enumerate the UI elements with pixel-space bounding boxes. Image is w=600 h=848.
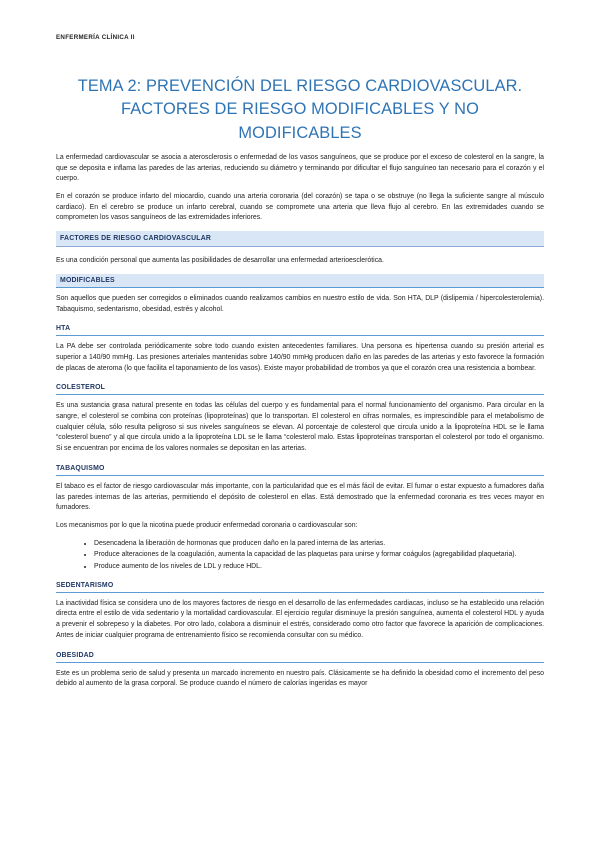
section-heading-factores: FACTORES DE RIESGO CARDIOVASCULAR [56,231,544,247]
list-item: • Produce alteraciones de la coagulación, aumenta la capacidad de las plaquetas para unirse y formar coágulos (agregabilidad plaquetaria). [94,550,544,561]
list-item: • Produce aumento de los niveles de LDL y reduce HDL. [94,562,544,573]
list-item: • Desencadena la liberación de hormonas que producen daño en la pared interna de las arterias. [94,539,544,550]
subsection-heading-hta: HTA [56,322,544,336]
colesterol-paragraph: Es una sustancia grasa natural presente en todas las células del cuerpo y es fundamental para el normal funcionamiento del organismo. Para circular en la sangre, el colesterol se combina con proteínas (lipoproteínas) que lo transportan. El colesterol en cifras normales, es imprescindible para el metabolismo de cualquier célula, sólo resulta peligroso si sus niveles sanguíneos se elevan. Al porcentaje de colesterol que circula unido a la lipoproteína HDL se le llama “colesterol bueno” y al que circula unido a la lipoproteína LDL se le llama “colesterol malo. Estas lipoproteínas transportan el colesterol por todo el organismo. Si se encuentran por encima de los valores normales se depositan en las arterias. [56,402,544,453]
modificables-paragraph: Son aquellos que pueden ser corregidos o eliminados cuando realizamos cambios en nuestro estilo de vida. Son HTA, DLP (dislipemia / hipercolesterolemia). Tabaquismo, sedentarismo, obesidad, estrés y alcohol. [56,294,544,313]
subsection-heading-colesterol: COLESTEROL [56,381,544,395]
subsection-heading-tabaquismo: TABAQUISMO [56,462,544,476]
running-header: ENFERMERÍA CLÍNICA II [56,34,135,41]
tabaquismo-bullet-list [56,539,544,573]
intro-paragraph: En el corazón se produce infarto del miocardio, cuando una arteria coronaria (del corazón) se tapa o se obstruye (no llega la suficiente sangre al músculo cardiaco). En el cerebro se produce un infarto cerebral, cuando se compromete una arteria que lleva flujo al cerebro. En las extremidades cuando se comprometen los vasos sanguíneos de las extremidades inferiores. [56,193,544,222]
factores-paragraph: Es una condición personal que aumenta las posibilidades de desarrollar una enfermedad arterioesclerótica. [56,257,384,265]
tabaquismo-paragraph: El tabaco es el factor de riesgo cardiovascular más importante, con la particularidad que es el más fácil de evitar. El fumar o estar expuesto a fumadores daña las paredes internas de las arterias, permitiendo el depósito de colesterol en ellas. Está demostrado que la enfermedad coronaria es tres veces mayor en fumadores. [56,482,544,512]
sedentarismo-paragraph: La inactividad física se considera uno de los mayores factores de riesgo en el desarrollo de las enfermedades cardiacas, incluso se ha establecido una relación directa entre el estilo de vida sedentario y la mortalidad cardiovascular. El ejercicio regular disminuye la presión sanguínea, aumenta el colesterol HDL y ayuda a prevenir el sobrepeso y la diabetes. Por otro lado, colabora a disminuir el estrés, considerado como otro factor que favorece la aparición de complicaciones. Antes de iniciar cualquier programa de entrenamiento físico se recomienda consultar con su médico. [56,599,544,639]
obesidad-paragraph: Este es un problema serio de salud y presenta un marcado incremento en nuestro país. Clásicamente se ha definido la obesidad como el incremento del peso debido al aumento de la grasa corporal. Se produce cuando el número de calorías ingeridas es mayor [56,669,544,688]
subsection-heading-sedentarismo: SEDENTARISMO [56,579,544,593]
subsection-heading-modificables: MODIFICABLES [56,274,544,288]
subsection-heading-obesidad: OBESIDAD [56,649,544,663]
tabaquismo-paragraph: Los mecanismos por lo que la nicotina puede producir enfermedad coronaria o cardiovascular son: [56,521,358,529]
document-title: TEMA 2: PREVENCIÓN DEL RIESGO CARDIOVASCULAR. FACTORES DE RIESGO MODIFICABLES Y NO MODIFICABLES [77,77,523,142]
hta-paragraph: La PA debe ser controlada periódicamente sobre todo cuando existen antecedentes familiares. Una persona es hipertensa cuando su presión arterial es superior a 140/90 mmHg. Las presiones arteriales mantenidas sobre 140/90 mmHg producen daño en las paredes de las arterias y esto favorece la formación de placas de ateroma (lo que facilita el taponamiento de los vasos). Existe mayor probabilidad de trombos ya que el corazón crea una resistencia a bombear. [56,343,544,372]
intro-paragraph: La enfermedad cardiovascular se asocia a aterosclerosis o enfermedad de los vasos sanguíneos, que se produce por el exceso de colesterol en la sangre, la que se deposita e inflama las paredes de las arterias, reduciendo su diámetro y terminando por dificultar el flujo sanguíneo tan necesario para el corazón y el cuerpo. [56,153,544,183]
